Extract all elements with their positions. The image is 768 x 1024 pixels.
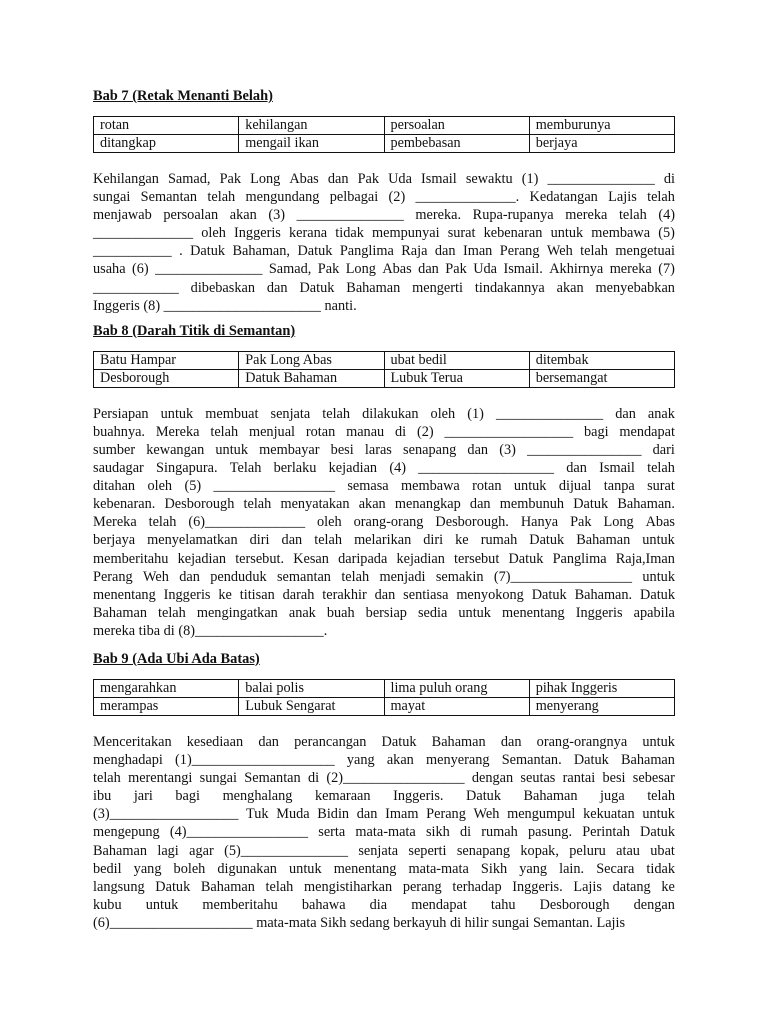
passage-line: (3)__________________ Tuk Muda Bidin dan Imam Perang Weh mengumpul kekuatan untuk — [93, 806, 675, 823]
word-bank-cell: persoalan — [384, 117, 529, 135]
passage-line: menjawab persoalan akan (3) _______________ mereka. Rupa-rupanya mereka telah (4) — [93, 207, 675, 224]
passage-line: menentang Inggeris ke titisan darah terakhir dan sentiasa menyokong Datuk Bahaman. Datuk — [93, 586, 675, 603]
word-bank-cell: pembebasan — [384, 135, 529, 153]
word-bank-cell: Lubuk Terua — [384, 369, 529, 387]
word-bank-cell: merampas — [94, 697, 239, 715]
passage-line: ____________ dibebaskan dan Datuk Bahaman mengerti tindakannya akan menyebabkan — [93, 279, 675, 296]
passage-line: sungai Semantan telah mengundang pelbagai (2) ______________. Kedatangan Lajis telah — [93, 189, 675, 206]
passage-line: buahnya. Mereka telah menjual rotan manau di (2) __________________ bagi mendapat — [93, 423, 675, 440]
word-bank-cell: Batu Hampar — [94, 351, 239, 369]
word-bank-row — [94, 679, 675, 697]
word-bank-cell: balai polis — [239, 679, 384, 697]
word-bank-row — [94, 135, 675, 153]
passage-line: ___________ . Datuk Bahaman, Datuk Panglima Raja dan Iman Perang Weh telah mengetuai — [93, 243, 675, 260]
passage-line: kubu untuk memberitahu bahawa dia mendapat tahu Desborough dengan — [93, 896, 675, 913]
passage-line: ibu jari bagi menghalang kemaraan Inggeris. Datuk Bahaman juga telah — [93, 788, 675, 805]
chapter-8-section — [93, 321, 675, 640]
chapter-7-section — [93, 86, 675, 315]
passage-line: Menceritakan kesediaan dan perancangan Datuk Bahaman dan orang-orangnya untuk — [93, 733, 675, 750]
word-bank-cell: mengarahkan — [94, 679, 239, 697]
word-bank-cell: memburunya — [529, 117, 674, 135]
word-bank-cell: mengail ikan — [239, 135, 384, 153]
chapter-9-word-bank — [93, 679, 675, 716]
word-bank-cell: berjaya — [529, 135, 674, 153]
passage-line: mereka tiba di (8)__________________. — [93, 622, 328, 639]
passage-line: Perang Weh dan penduduk semantan telah menjadi semakin (7)_________________ untuk — [93, 568, 675, 585]
word-bank-cell: pihak Inggeris — [529, 679, 674, 697]
passage-line: Kehilangan Samad, Pak Long Abas dan Pak Uda Ismail sewaktu (1) _______________ di — [93, 171, 675, 187]
passage-line: saudagar Singapura. Telah berlaku kejadian (4) ___________________ dan Ismail telah — [93, 460, 675, 477]
passage-line: ditahan oleh (5) _________________ semasa membawa rotan untuk dijual tanpa surat — [93, 478, 675, 495]
chapter-9-passage — [93, 733, 675, 932]
word-bank-cell: menyerang — [529, 697, 674, 715]
passage-line: Mereka telah (6)______________ oleh orang-orang Desborough. Hanya Pak Long Abas — [93, 514, 675, 531]
word-bank-cell: kehilangan — [239, 117, 384, 135]
word-bank-cell: ditembak — [529, 351, 674, 369]
passage-line: berjaya menyelamatkan diri dan telah melarikan diri ke rumah Datuk Bahaman untuk — [93, 532, 675, 549]
passage-line: bedil yang boleh digunakan untuk menentang mata-mata Sikh yang lain. Secara tidak — [93, 860, 675, 877]
word-bank-row — [94, 117, 675, 135]
chapter-7-passage — [93, 170, 675, 315]
word-bank-cell: lima puluh orang — [384, 679, 529, 697]
chapter-7-title: Bab 7 (Retak Menanti Belah) — [93, 88, 273, 104]
word-bank-cell: ditangkap — [94, 135, 239, 153]
chapter-7-word-bank — [93, 116, 675, 153]
passage-line: Bahaman telah mengingatkan anak buah bersiap sedia untuk menentang Inggeris apabila — [93, 604, 675, 621]
passage-line: mengepung (4)_________________ serta mata-mata sikh di rumah pasung. Perintah Datuk — [93, 824, 675, 841]
word-bank-cell: Desborough — [94, 369, 239, 387]
word-bank-cell: Pak Long Abas — [239, 351, 384, 369]
word-bank-row — [94, 369, 675, 387]
passage-line: Bahaman lagi agar (5)_______________ senjata seperti senapang kopak, peluru atau ubat — [93, 842, 675, 859]
passage-line: Persiapan untuk membuat senjata telah dilakukan oleh (1) _______________ dan anak — [93, 405, 675, 422]
chapter-9-title: Bab 9 (Ada Ubi Ada Batas) — [93, 650, 260, 667]
word-bank-cell: Lubuk Sengarat — [239, 697, 384, 715]
passage-line: kebenaran. Desborough telah menyatakan akan menangkap dan membunuh Datuk Bahaman. — [93, 496, 675, 513]
passage-line: ______________ oleh Inggeris kerana tidak mempunyai surat kebenaran untuk membawa (5) — [93, 225, 675, 242]
passage-line: (6)____________________ mata-mata Sikh sedang berkayuh di hilir sungai Semantan. Lajis — [93, 914, 626, 931]
passage-line: menghadapi (1)____________________ yang akan menyerang Semantan. Datuk Bahaman — [93, 752, 675, 769]
passage-line: sumber kewangan untuk membayar besi laras senapang dan (3) ________________ dari — [93, 441, 675, 458]
passage-line: Inggeris (8) ______________________ nanti. — [93, 297, 357, 314]
word-bank-row — [94, 697, 675, 715]
chapter-8-word-bank — [93, 351, 675, 388]
word-bank-cell: mayat — [384, 697, 529, 715]
word-bank-cell: rotan — [94, 117, 239, 135]
word-bank-cell: ubat bedil — [384, 351, 529, 369]
passage-line: langsung Datuk Bahaman telah mengistiharkan perang terhadap Inggeris. Lajis datang ke — [93, 878, 675, 895]
word-bank-cell: Datuk Bahaman — [239, 369, 384, 387]
word-bank-cell: bersemangat — [529, 369, 674, 387]
passage-line: usaha (6) _______________ Samad, Pak Long Abas dan Pak Uda Ismail. Akhirnya mereka (7) — [93, 261, 675, 278]
chapter-9-section — [93, 649, 675, 932]
chapter-8-title: Bab 8 (Darah Titik di Semantan) — [93, 322, 296, 339]
chapter-8-passage — [93, 405, 675, 640]
passage-line: memberitahu kejadian tersebut. Kesan daripada kejadian tersebut Datuk Panglima Raja,Iman — [93, 550, 675, 567]
passage-line: telah merentangi sungai Semantan di (2)_________________ dengan seutas rantai besi sebesar — [93, 770, 675, 787]
worksheet-page — [93, 86, 675, 932]
word-bank-row — [94, 351, 675, 369]
